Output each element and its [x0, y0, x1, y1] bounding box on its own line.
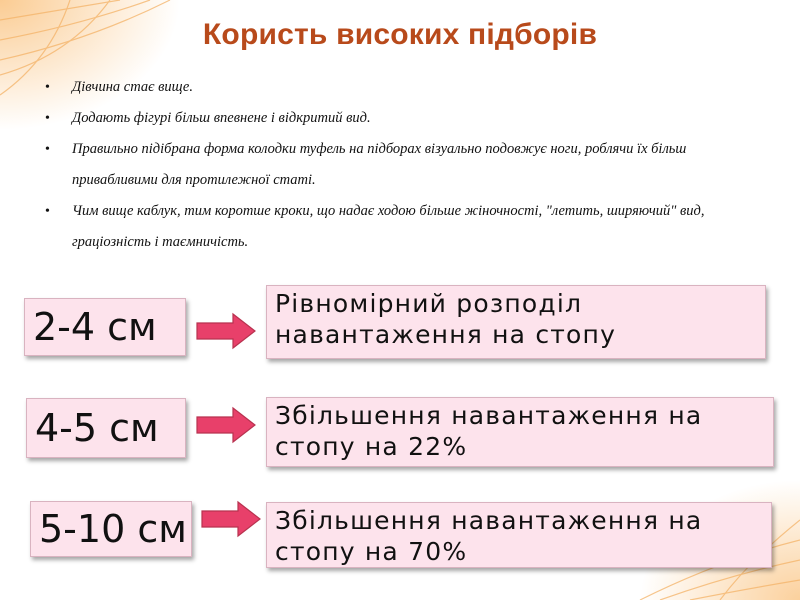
- effect-box-3: Збільшення навантаження на стопу на 70%: [266, 502, 772, 568]
- bullet-text: Дівчина стає вище.: [72, 79, 193, 95]
- bullet-item: [40, 134, 760, 196]
- effect-box-1: Рівномірний розподіл навантаження на стопу: [266, 285, 766, 359]
- bullet-text: Правильно підібрана форма колодки туфель на підборах візуально подовжує ноги, роблячи їх більш привабливими для протилежної статі.: [72, 141, 687, 188]
- effect-box-2: Збільшення навантаження на стопу на 22%: [266, 397, 774, 467]
- heel-height-box-1: 2-4 см: [24, 298, 186, 356]
- bullet-text: Додають фігурі більш впевнене і відкритий вид.: [72, 110, 371, 126]
- bullet-dot: •: [45, 204, 50, 219]
- heel-height-box-2: 4-5 см: [26, 398, 186, 458]
- bullet-item: [40, 72, 760, 103]
- right-arrow-icon: [195, 406, 257, 444]
- bullet-text: Чим вище каблук, тим коротше кроки, що надає ходою більше жіночності, "летить, ширяючий" вид, граціозність і таємничість.: [72, 203, 705, 250]
- right-arrow-icon: [195, 312, 257, 350]
- bullet-item: [40, 196, 760, 258]
- bullet-dot: •: [45, 142, 50, 157]
- heel-height-box-3: 5-10 см: [30, 501, 192, 557]
- bullet-list: [40, 72, 760, 258]
- right-arrow-icon: [200, 500, 262, 538]
- bullet-dot: •: [45, 80, 50, 95]
- bullet-item: [40, 103, 760, 134]
- bullet-dot: •: [45, 111, 50, 126]
- slide-title: Користь високих підборів: [202, 18, 598, 51]
